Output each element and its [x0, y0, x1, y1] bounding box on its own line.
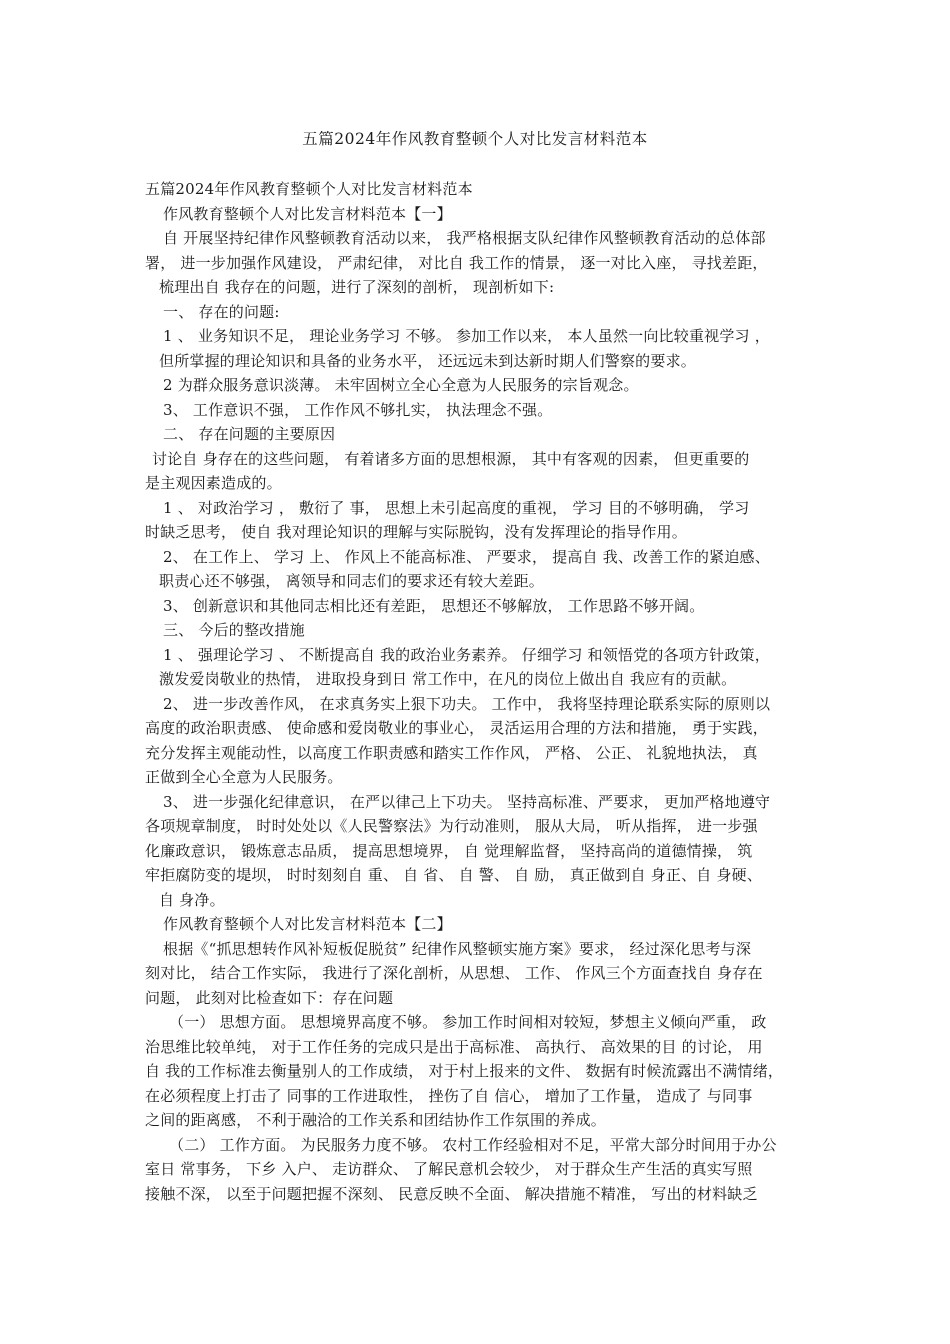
text-line: 2 为群众服务意识淡薄。 未牢固树立全心全意为人民服务的宗旨观念。	[163, 376, 639, 394]
text-line: 治思维比较单纯， 对于工作任务的完成只是出于高标准、 高执行、 高效果的目 的讨论， 用	[145, 1037, 763, 1056]
text-line: 牢拒腐防变的堤坝， 时时刻刻自 重、 自 省、 自 警、 自 励， 真正做到自 身正、自 身硬、	[145, 866, 763, 884]
text-line: 梳理出自 我存在的问题，进行了深刻的剖析， 现剖析如下:	[159, 278, 555, 296]
text-line: 时缺乏思考， 使自 我对理论知识的理解与实际脱钩，没有发挥理论的指导作用。	[145, 523, 687, 541]
text-line: 五篇2024年作风教育整顿个人对比发言材料范本	[145, 180, 473, 198]
text-line: 在必须程度上打击了 同事的工作进取性， 挫伤了自 信心， 增加了工作量， 造成了 与同事	[145, 1086, 753, 1105]
text-line: 之间的距离感， 不利于融洽的工作关系和团结协作工作氛围的养成。	[145, 1111, 606, 1129]
text-line: 自 开展坚持纪律作风整顿教育活动以来， 我严格根据支队纪律作风整顿教育活动的总体部	[163, 229, 766, 247]
page-title: 五篇2024年作风教育整顿个人对比发言材料范本	[302, 130, 648, 148]
text-line: （一） 思想方面。 思想境界高度不够。 参加工作时间相对较短，梦想主义倾向严重， 政	[169, 1013, 767, 1031]
text-line: 署， 进一步加强作风建设， 严肃纪律， 对比自 我工作的情景， 逐一对比入座， 寻找差距，	[145, 253, 768, 272]
text-line: 但所掌握的理论知识和具备的业务水平， 还远远未到达新时期人们警察的要求。	[159, 351, 696, 370]
text-line: 职责心还不够强， 离领导和同志们的要求还有较大差距。	[159, 572, 544, 590]
text-line: 根据《“抓思想转作风补短板促脱贫” 纪律作风整顿实施方案》要求， 经过深化思考与深	[163, 939, 752, 958]
text-line: 讨论自 身存在的这些问题， 有着诸多方面的思想根源， 其中有客观的因素， 但更重要的	[152, 449, 750, 468]
text-line: 2、 进一步改善作风， 在求真务实上狠下功夫。 工作中， 我将坚持理论联系实际的原则以	[163, 694, 771, 713]
text-line: 作风教育整顿个人对比发言材料范本【一】	[163, 204, 452, 223]
text-line: 3、 创新意识和其他同志相比还有差距， 思想还不够解放， 工作思路不够开阔。	[163, 596, 705, 615]
text-line: 室日 常事务， 下乡 入户、 走访群众、 了解民意机会较少， 对于群众生产生活的真实写照	[145, 1160, 753, 1178]
text-line: 刻对比， 结合工作实际， 我进行了深化剖析，从思想、 工作、 作风三个方面查找自 身存在	[145, 964, 763, 982]
text-line: 各项规章制度， 时时处处以《人民警察法》为行动准则， 服从大局， 听从指挥， 进一步强	[145, 817, 758, 835]
text-line: 激发爱岗敬业的热情， 进取投身到日 常工作中，在凡的岗位上做出自 我应有的贡献。	[159, 670, 737, 688]
text-line: 自 我的工作标准去衡量别人的工作成绩， 对于村上报来的文件、 数据有时候流露出不满情绪，	[145, 1062, 784, 1080]
text-line: 正做到全心全意为人民服务。	[145, 768, 343, 786]
text-line: 二、 存在问题的主要原因	[163, 425, 336, 443]
text-line: 充分发挥主观能动性，以高度工作职责感和踏实工作作风， 严格、 公正、 礼貌地执法， 真	[145, 743, 758, 762]
text-line: 自 身净。	[159, 890, 225, 909]
text-line: 问题， 此刻对比检查如下：存在问题	[145, 988, 394, 1007]
text-line: 1 、 强理论学习 、 不断提高自 我的政治业务素养。 仔细学习 和领悟党的各项方针政策，	[163, 645, 770, 664]
text-line: 一、 存在的问题:	[163, 302, 280, 321]
text-line: 是主观因素造成的。	[145, 474, 282, 492]
text-line: 高度的政治职责感、 使命感和爱岗敬业的事业心， 灵活运用合理的方法和措施， 勇于实践，	[145, 719, 768, 737]
text-line: 三、 今后的整改措施	[163, 621, 305, 639]
text-line: 1 、 业务知识不足， 理论业务学习 不够。 参加工作以来， 本人虽然一向比较重视学习 ，	[163, 327, 770, 345]
text-line: 作风教育整顿个人对比发言材料范本【二】	[163, 915, 452, 933]
text-line: 3、 工作意识不强， 工作作风不够扎实， 执法理念不强。	[163, 400, 553, 419]
text-line: 3、 进一步强化纪律意识， 在严以律己上下功夫。 坚持高标准、严要求， 更加严格地遵守	[163, 792, 771, 811]
text-line: （二） 工作方面。 为民服务力度不够。 农村工作经验相对不足，平常大部分时间用于办公	[169, 1135, 777, 1154]
text-line: 化廉政意识， 锻炼意志品质， 提高思想境界， 自 觉理解监督， 坚持高尚的道德情操， 筑	[145, 841, 753, 860]
text-line: 1 、 对政治学习 ， 敷衍了 事， 思想上未引起高度的重视， 学习 目的不够明确， 学习	[163, 498, 750, 517]
text-line: 接触不深， 以至于问题把握不深刻、 民意反映不全面、 解决措施不精准， 写出的材料缺乏	[145, 1184, 758, 1203]
text-line: 2、 在工作上、 学习 上、 作风上不能高标准、 严要求， 提高自 我、改善工作的紧迫感、	[163, 547, 770, 566]
document-body	[145, 177, 817, 1206]
